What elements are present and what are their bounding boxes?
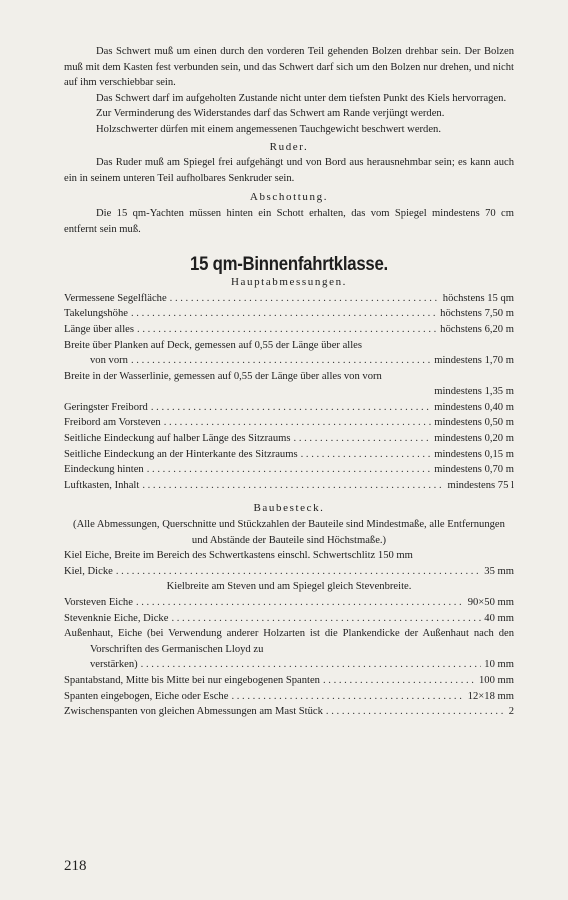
section-heading-hauptabmessungen: Hauptabmessungen. [230, 276, 348, 289]
page-content [64, 44, 514, 720]
section-heading-baubesteck: Baubesteck. [253, 502, 325, 515]
table-row: Zwischenspanten von gleichen Abmessungen am Mast Stück . . . 2 [64, 704, 514, 720]
breite-deck-label: Breite über Planken auf Deck, gemessen auf 0,55 der Länge über alles [64, 339, 362, 351]
table-row: Seitliche Eindeckung an der Hinterkante des Sitzraums . . . mindestens 0,15 m [64, 447, 514, 463]
paragraph-schwert-bolzen: Das Schwert muß um einen durch den vorderen Teil gehenden Bolzen drehbar sein. Der Bolzen muß mit dem Kasten fest verbunden sein, und das Schwert darf sich um den Bolzen nur drehen, und nicht auf ihm verschiebbar sein. [64, 46, 514, 89]
table-row: Länge über alles . . . höchstens 6,20 m [64, 322, 514, 338]
table-row: Kiel, Dicke . . . 35 mm [64, 564, 514, 580]
section-heading-ruder: Ruder. [269, 140, 309, 153]
paragraph-abschottung: Die 15 qm-Yachten müssen hinten ein Schott erhalten, das vom Spiegel mindestens 70 cm entfernt sein muß. [64, 207, 514, 235]
table-row: Stevenknie Eiche, Dicke . . . 40 mm [64, 611, 514, 627]
table-row: von vorn . . . mindestens 1,70 m [64, 353, 514, 369]
page-number: 218 [64, 858, 87, 874]
class-title: 15 qm-Binnenfahrtklasse. [190, 253, 388, 276]
baubesteck-note: (Alle Abmessungen, Querschnitte und Stückzahlen der Bauteile sind Mindestmaße, alle Entfernungen und Abstände der Bauteile sind Höchstmaße.) [73, 519, 505, 546]
kiel-eiche-line: Kiel Eiche, Breite im Bereich des Schwertkastens einschl. Schwertschlitz 150 mm [64, 550, 413, 562]
table-row: Vorsteven Eiche . . . 90×50 mm [64, 595, 514, 611]
breite-wasser-value: mindestens 1,35 m [434, 386, 514, 398]
table-row: Seitliche Eindeckung auf halber Länge des Sitzraums . . . mindestens 0,20 m [64, 431, 514, 447]
table-row: Eindeckung hinten . . . mindestens 0,70 m [64, 462, 514, 478]
paragraph-ruder: Das Ruder muß am Spiegel frei aufgehängt und von Bord aus herausnehmbar sein; es kann auch ein in seinem unteren Teil aufholbares Senkruder sein. [64, 157, 514, 184]
paragraph-schwert-verjuengt: Zur Verminderung des Widerstandes darf das Schwert am Rande verjüngt werden. [96, 108, 445, 120]
section-heading-abschottung: Abschottung. [249, 191, 329, 204]
table-row: Takelungshöhe . . . höchstens 7,50 m [64, 306, 514, 322]
paragraph-holzschwerter: Holzschwerter dürfen mit einem angemessenen Tauchgewicht beschwert werden. [96, 123, 441, 135]
table-row: Freibord am Vorsteven . . . mindestens 0,50 m [64, 415, 514, 431]
paragraph-schwert-aufgeholt: Das Schwert darf im aufgeholten Zustande nicht unter dem tiefsten Punkt des Kiels hervorragen. [96, 92, 507, 104]
table-row: Luftkasten, Inhalt . . . mindestens 75 l [64, 478, 514, 494]
aussenhaut-line: Außenhaut, Eiche (bei Verwendung anderer Holzarten ist die Plankendicke der Außenhaut nach den Vorschriften des Germanischen Lloyd zu [64, 628, 514, 655]
kielbreite-line: Kielbreite am Steven und am Spiegel gleich Stevenbreite. [166, 581, 412, 593]
table-row: Spantabstand, Mitte bis Mitte bei nur eingebogenen Spanten . . . 100 mm [64, 673, 514, 689]
table-row: Geringster Freibord . . . mindestens 0,40 m [64, 400, 514, 416]
table-row: Vermessene Segelfläche . . . höchstens 15 qm [64, 291, 514, 307]
table-row: verstärken) . . . 10 mm [64, 657, 514, 673]
breite-wasser-label: Breite in der Wasserlinie, gemessen auf 0,55 der Länge über alles von vorn [64, 370, 382, 382]
table-row: Spanten eingebogen, Eiche oder Esche . . . 12×18 mm [64, 689, 514, 705]
